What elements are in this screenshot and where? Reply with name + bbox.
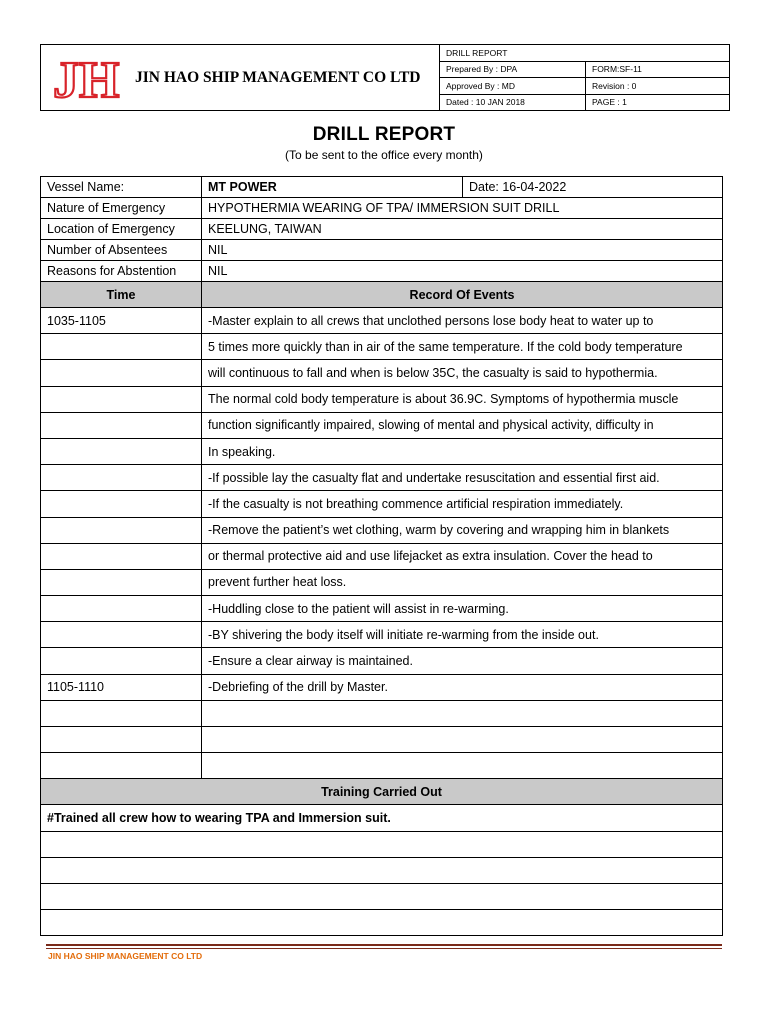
training-header-row <box>41 779 723 805</box>
event-time: 1035-1105 <box>41 308 202 334</box>
event-time <box>41 334 202 360</box>
event-row <box>41 360 723 386</box>
reasons-row <box>41 261 723 282</box>
footer-rule-thin <box>46 948 722 949</box>
event-row <box>41 596 723 622</box>
vessel-name: MT POWER <box>202 177 463 198</box>
event-text: will continuous to fall and when is below 35C, the casualty is said to hypothermia. <box>202 360 723 386</box>
training-header: Training Carried Out <box>41 779 723 805</box>
document-header <box>40 44 730 111</box>
prepared-by: Prepared By : DPA <box>440 62 586 78</box>
nature-value: HYPOTHERMIA WEARING OF TPA/ IMMERSION SUIT DRILL <box>202 198 723 219</box>
page-title: DRILL REPORT <box>312 124 456 145</box>
event-text: -If possible lay the casualty flat and undertake resuscitation and essential first aid. <box>202 465 723 491</box>
event-text: -Remove the patient’s wet clothing, warm by covering and wrapping him in blankets <box>202 517 723 543</box>
footer-company: JIN HAO SHIP MANAGEMENT CO LTD <box>48 951 203 961</box>
event-row <box>41 465 723 491</box>
event-row <box>41 543 723 569</box>
event-time <box>41 648 202 674</box>
form-number: FORM:SF-11 <box>592 64 642 75</box>
event-row <box>41 438 723 464</box>
event-text: -Ensure a clear airway is maintained. <box>202 648 723 674</box>
page-subtitle: (To be sent to the office every month) <box>285 148 483 162</box>
event-row <box>41 517 723 543</box>
nature-label: Nature of Emergency <box>41 198 202 219</box>
revision: Revision : 0 <box>592 80 637 91</box>
training-row <box>41 857 723 883</box>
absentees-row <box>41 240 723 261</box>
training-text <box>41 883 723 909</box>
company-name: JIN HAO SHIP MANAGEMENT CO LTD <box>135 68 421 86</box>
event-text: or thermal protective aid and use lifejacket as extra insulation. Cover the head to <box>202 543 723 569</box>
event-time <box>41 412 202 438</box>
event-time <box>41 360 202 386</box>
company-logo <box>51 51 123 105</box>
page-number: PAGE : 1 <box>592 97 627 108</box>
vessel-label: Vessel Name: <box>41 177 202 198</box>
training-row <box>41 883 723 909</box>
logo-lettering: JH <box>53 51 120 105</box>
event-text: -Master explain to all crews that unclothed persons lose body heat to water up to <box>202 308 723 334</box>
training-text <box>41 857 723 883</box>
absentees-label: Number of Absentees <box>41 240 202 261</box>
event-text <box>202 700 723 726</box>
location-label: Location of Emergency <box>41 219 202 240</box>
form-info-block <box>440 45 729 110</box>
event-time <box>41 491 202 517</box>
dated: Dated : 10 JAN 2018 <box>440 95 586 111</box>
event-time <box>41 700 202 726</box>
drill-report-table <box>40 176 723 936</box>
event-row <box>41 727 723 753</box>
event-text: 5 times more quickly than in air of the same temperature. If the cold body temperature <box>202 334 723 360</box>
training-row <box>41 805 723 831</box>
training-text <box>41 910 723 936</box>
event-row <box>41 386 723 412</box>
event-row <box>41 308 723 334</box>
reasons-label: Reasons for Abstention <box>41 261 202 282</box>
location-value: KEELUNG, TAIWAN <box>202 219 723 240</box>
event-time <box>41 517 202 543</box>
event-text <box>202 727 723 753</box>
event-row <box>41 622 723 648</box>
event-time <box>41 727 202 753</box>
event-row <box>41 674 723 700</box>
event-text: prevent further heat loss. <box>202 569 723 595</box>
event-time <box>41 438 202 464</box>
event-text: -If the casualty is not breathing commence artificial respiration immediately. <box>202 491 723 517</box>
reasons-value: NIL <box>202 261 723 282</box>
approved-by: Approved By : MD <box>440 78 586 94</box>
vessel-row <box>41 177 723 198</box>
absentees-value: NIL <box>202 240 723 261</box>
record-header: Record Of Events <box>202 282 723 308</box>
event-time <box>41 569 202 595</box>
event-text: -Debriefing of the drill by Master. <box>202 674 723 700</box>
event-time <box>41 543 202 569</box>
event-time <box>41 596 202 622</box>
time-header: Time <box>41 282 202 308</box>
drill-date: Date: 16-04-2022 <box>463 177 723 198</box>
event-row <box>41 569 723 595</box>
location-row <box>41 219 723 240</box>
event-time: 1105-1110 <box>41 674 202 700</box>
event-text <box>202 753 723 779</box>
training-row <box>41 910 723 936</box>
event-time <box>41 465 202 491</box>
event-row <box>41 753 723 779</box>
nature-row <box>41 198 723 219</box>
event-row <box>41 334 723 360</box>
training-row <box>41 831 723 857</box>
event-row <box>41 648 723 674</box>
company-block <box>41 45 440 110</box>
event-row <box>41 700 723 726</box>
event-text: In speaking. <box>202 438 723 464</box>
event-row <box>41 491 723 517</box>
training-text: #Trained all crew how to wearing TPA and Immersion suit. <box>41 805 723 831</box>
event-time <box>41 753 202 779</box>
event-text: -Huddling close to the patient will assist in re-warming. <box>202 596 723 622</box>
event-time <box>41 622 202 648</box>
footer-rule <box>46 944 722 946</box>
event-text: function significantly impaired, slowing of mental and physical activity, difficulty in <box>202 412 723 438</box>
events-header-row <box>41 282 723 308</box>
event-row <box>41 412 723 438</box>
event-text: -BY shivering the body itself will initiate re-warming from the inside out. <box>202 622 723 648</box>
event-text: The normal cold body temperature is about 36.9C. Symptoms of hypothermia muscle <box>202 386 723 412</box>
training-text <box>41 831 723 857</box>
form-doc-name: DRILL REPORT <box>446 47 508 58</box>
event-time <box>41 386 202 412</box>
